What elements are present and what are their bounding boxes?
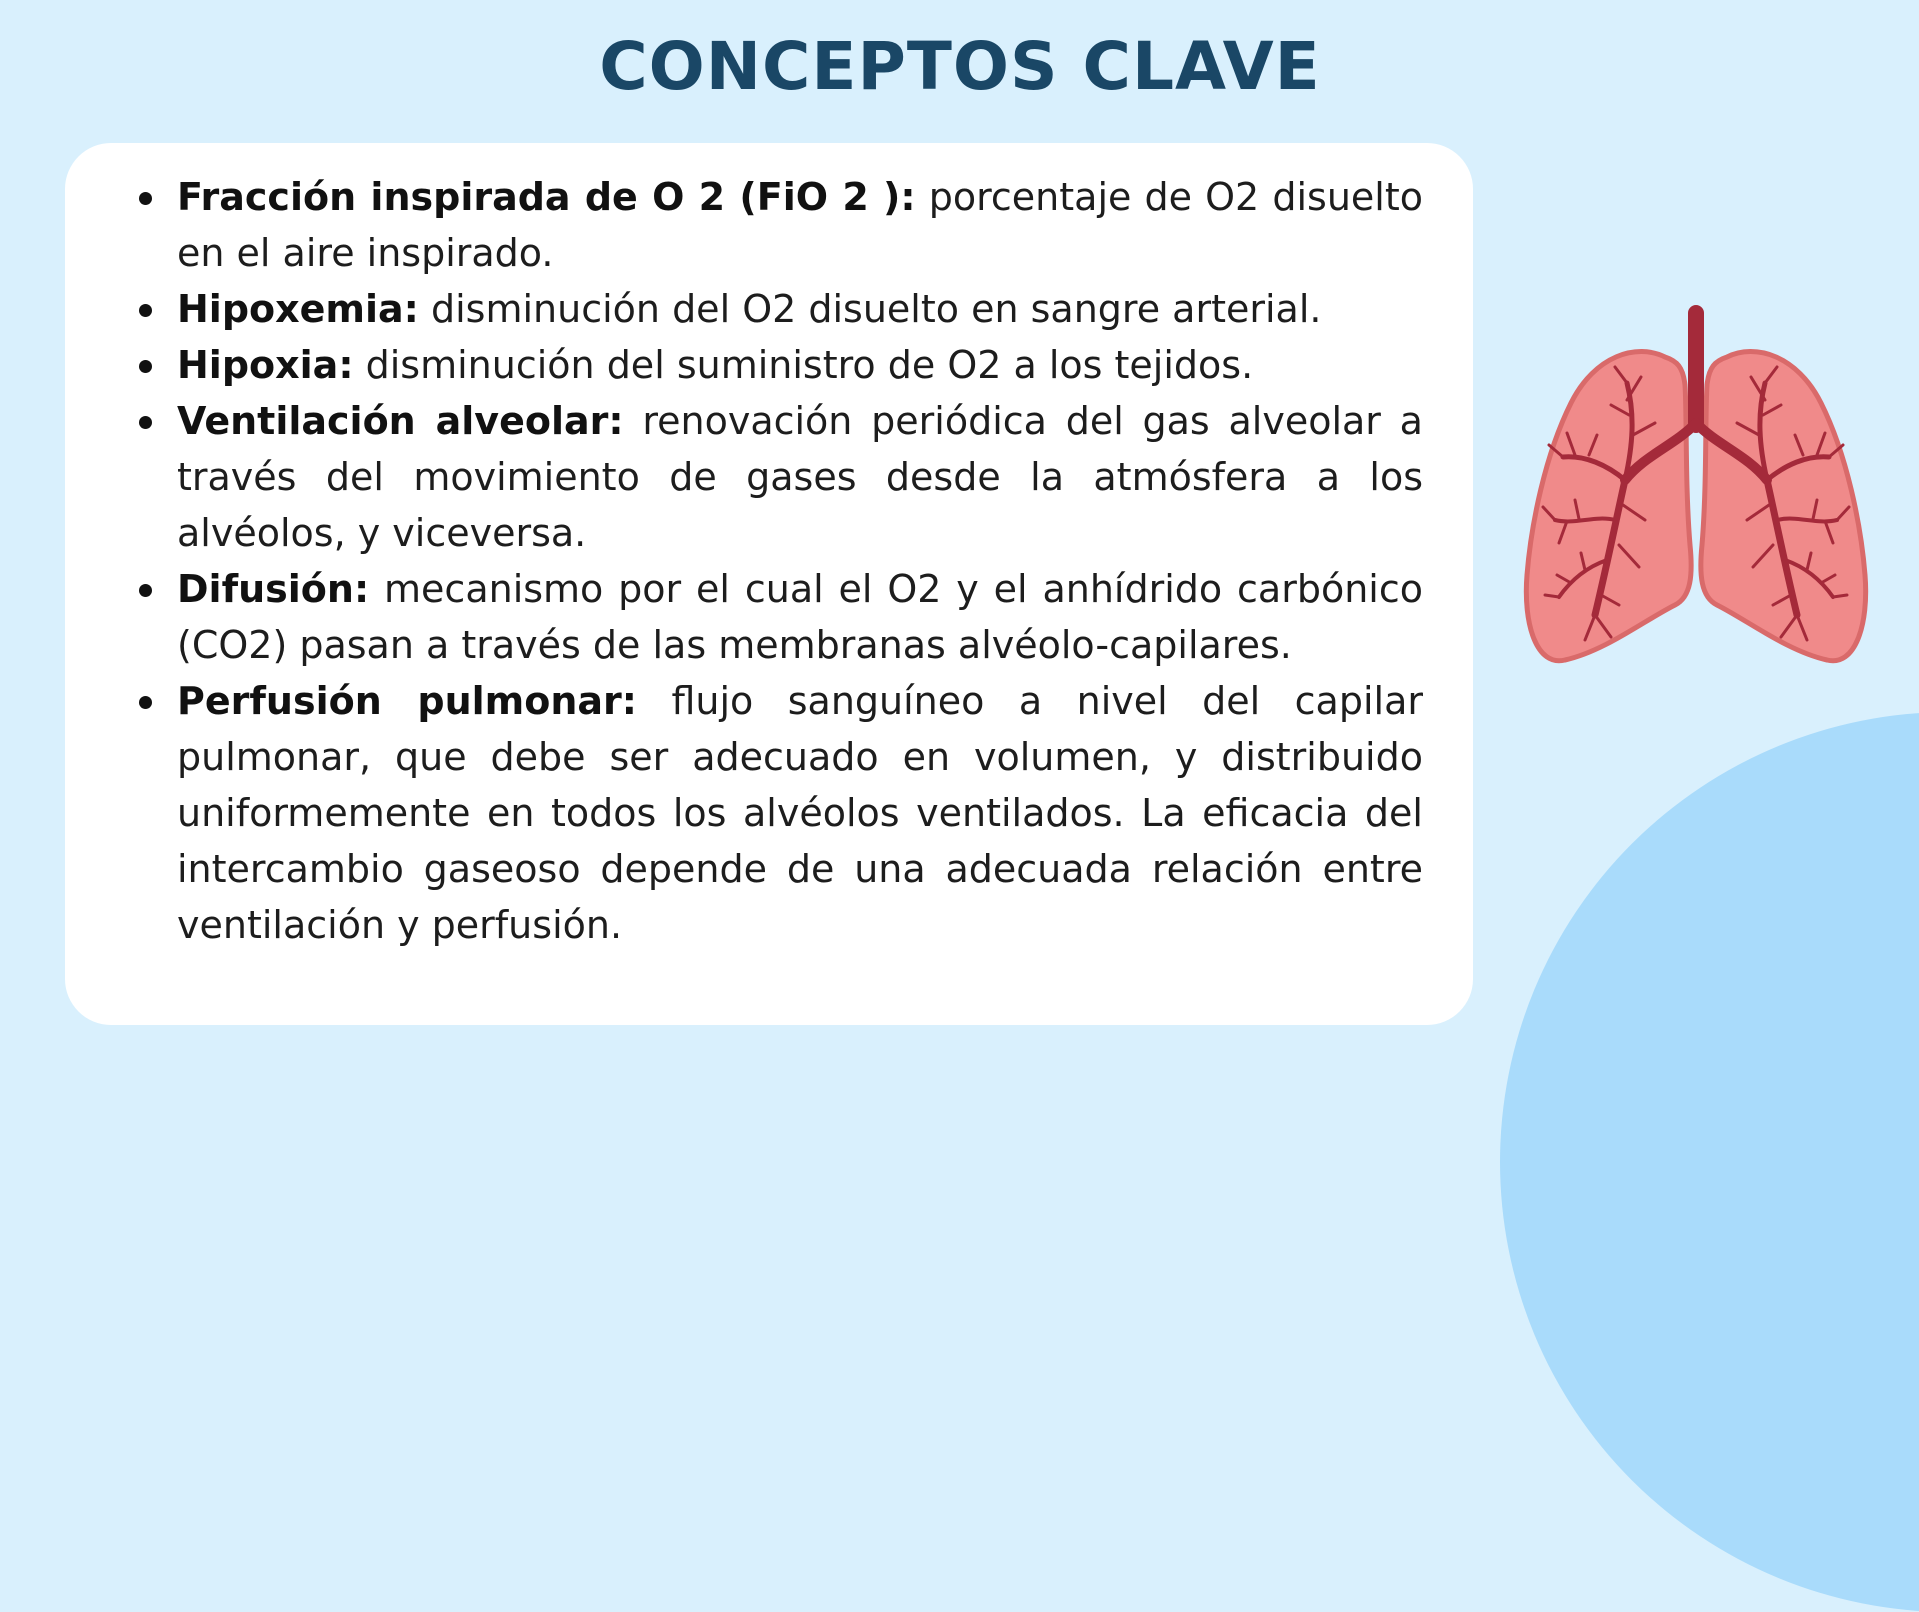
concept-definition: flujo sanguíneo a nivel del capilar pulmonar, que debe ser adecuado en volumen, y distribuido uniformemente en todos los alvéolos ventilados. La eficacia del intercambio gaseoso depende de una adecuada relación entre ventilación y perfusión. [177,679,1423,947]
concept-item-hipoxemia [177,281,1423,337]
concept-definition: mecanismo por el cual el O2 y el anhídrido carbónico (CO2) pasan a través de las membranas alvéolo-capilares. [177,567,1423,667]
concept-list [177,169,1423,953]
bullet-icon [139,584,152,597]
concept-definition: renovación periódica del gas alveolar a través del movimiento de gases desde la atmósfera a los alvéolos, y viceversa. [177,399,1423,555]
concept-item-hipoxia [177,337,1423,393]
concept-term: Ventilación alveolar: [177,399,624,443]
concept-item-ventilacion [177,393,1423,561]
concept-term: Hipoxemia: [177,287,419,331]
concept-definition: porcentaje de O2 disuelto en el aire inspirado. [177,175,1423,275]
concept-item-difusion [177,561,1423,673]
bullet-icon [139,304,152,317]
slide-title: CONCEPTOS CLAVE [599,28,1321,105]
concept-definition: disminución del suministro de O2 a los tejidos. [365,343,1254,387]
concept-term: Fracción inspirada de O 2 (FiO 2 ): [177,175,916,219]
concept-item-fio2 [177,169,1423,281]
bullet-icon [139,360,152,373]
concept-term: Hipoxia: [177,343,354,387]
background-circle-decoration [1500,712,1919,1612]
concept-item-perfusion [177,673,1423,953]
bullet-icon [139,416,152,429]
concept-definition: disminución del O2 disuelto en sangre arterial. [430,287,1322,331]
lungs-icon [1515,305,1877,670]
concept-term: Perfusión pulmonar: [177,679,637,723]
concept-term: Difusión: [177,567,370,611]
concepts-card [65,143,1473,1025]
bullet-icon [139,192,152,205]
bullet-icon [139,696,152,709]
